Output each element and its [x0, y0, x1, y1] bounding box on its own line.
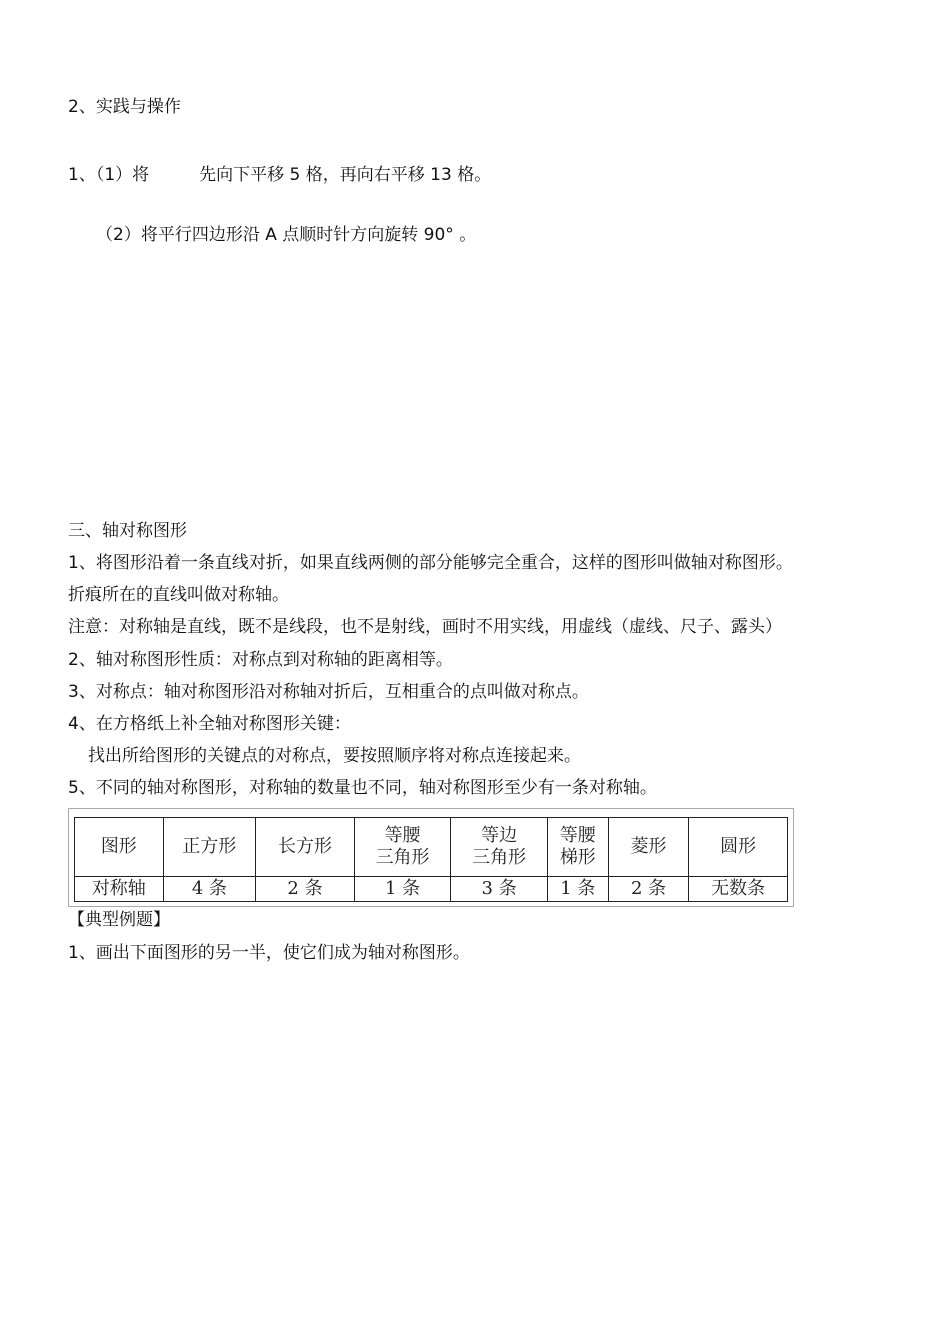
axis-count-table — [74, 817, 788, 902]
symmetry-key-steps-detail: 找出所给图形的关键点的对称点，要按照顺序将对称点连接起来。 — [88, 746, 581, 766]
example-question-1: 1、画出下面图形的另一半，使它们成为轴对称图形。 — [68, 943, 470, 963]
symmetry-property: 2、轴对称图形性质：对称点到对称轴的距离相等。 — [68, 650, 453, 670]
practice-heading: 2、实践与操作 — [68, 97, 181, 117]
practice-item-1-part-b: 先向下平移 5 格，再向右平移 13 格。 — [199, 165, 492, 185]
table-cell: 1 条 — [547, 877, 608, 902]
table-header-cell: 长方形 — [256, 818, 355, 877]
table-cell: 2 条 — [256, 877, 355, 902]
axis-count-table-frame — [68, 808, 794, 907]
table-cell: 对称轴 — [75, 877, 164, 902]
table-cell: 无数条 — [689, 877, 788, 902]
table-header-cell: 正方形 — [163, 818, 256, 877]
symmetry-heading: 三、轴对称图形 — [68, 521, 187, 541]
table-cell: 3 条 — [451, 877, 548, 902]
table-header-cell: 菱形 — [608, 818, 689, 877]
practice-item-1 — [68, 164, 491, 186]
table-header-cell: 等边 三角形 — [451, 818, 548, 877]
symmetry-key-steps: 4、在方格纸上补全轴对称图形关键： — [68, 714, 351, 734]
symmetry-axis-count: 5、不同的轴对称图形，对称轴的数量也不同，轴对称图形至少有一条对称轴。 — [68, 778, 657, 798]
table-header-cell: 圆形 — [689, 818, 788, 877]
table-cell: 1 条 — [354, 877, 451, 902]
practice-item-1-part-a: 1、（1）将 — [68, 165, 150, 185]
table-cell: 4 条 — [163, 877, 256, 902]
table-header-cell: 等腰 梯形 — [547, 818, 608, 877]
practice-item-2: （2）将平行四边形沿 A 点顺时针方向旋转 90° 。 — [96, 225, 477, 245]
symmetry-definition-cont: 折痕所在的直线叫做对称轴。 — [68, 585, 289, 605]
symmetry-note: 注意：对称轴是直线，既不是线段，也不是射线，画时不用实线，用虚线（虚线、尺子、露头） — [68, 617, 782, 637]
table-cell: 2 条 — [608, 877, 689, 902]
table-header-cell: 等腰 三角形 — [354, 818, 451, 877]
symmetry-point-definition: 3、对称点：轴对称图形沿对称轴对折后，互相重合的点叫做对称点。 — [68, 682, 589, 702]
table-header-row — [75, 818, 788, 877]
table-row — [75, 877, 788, 902]
examples-heading: 【典型例题】 — [68, 910, 170, 930]
table-header-cell: 图形 — [75, 818, 164, 877]
symmetry-definition: 1、将图形沿着一条直线对折，如果直线两侧的部分能够完全重合，这样的图形叫做轴对称图形。 — [68, 553, 793, 573]
